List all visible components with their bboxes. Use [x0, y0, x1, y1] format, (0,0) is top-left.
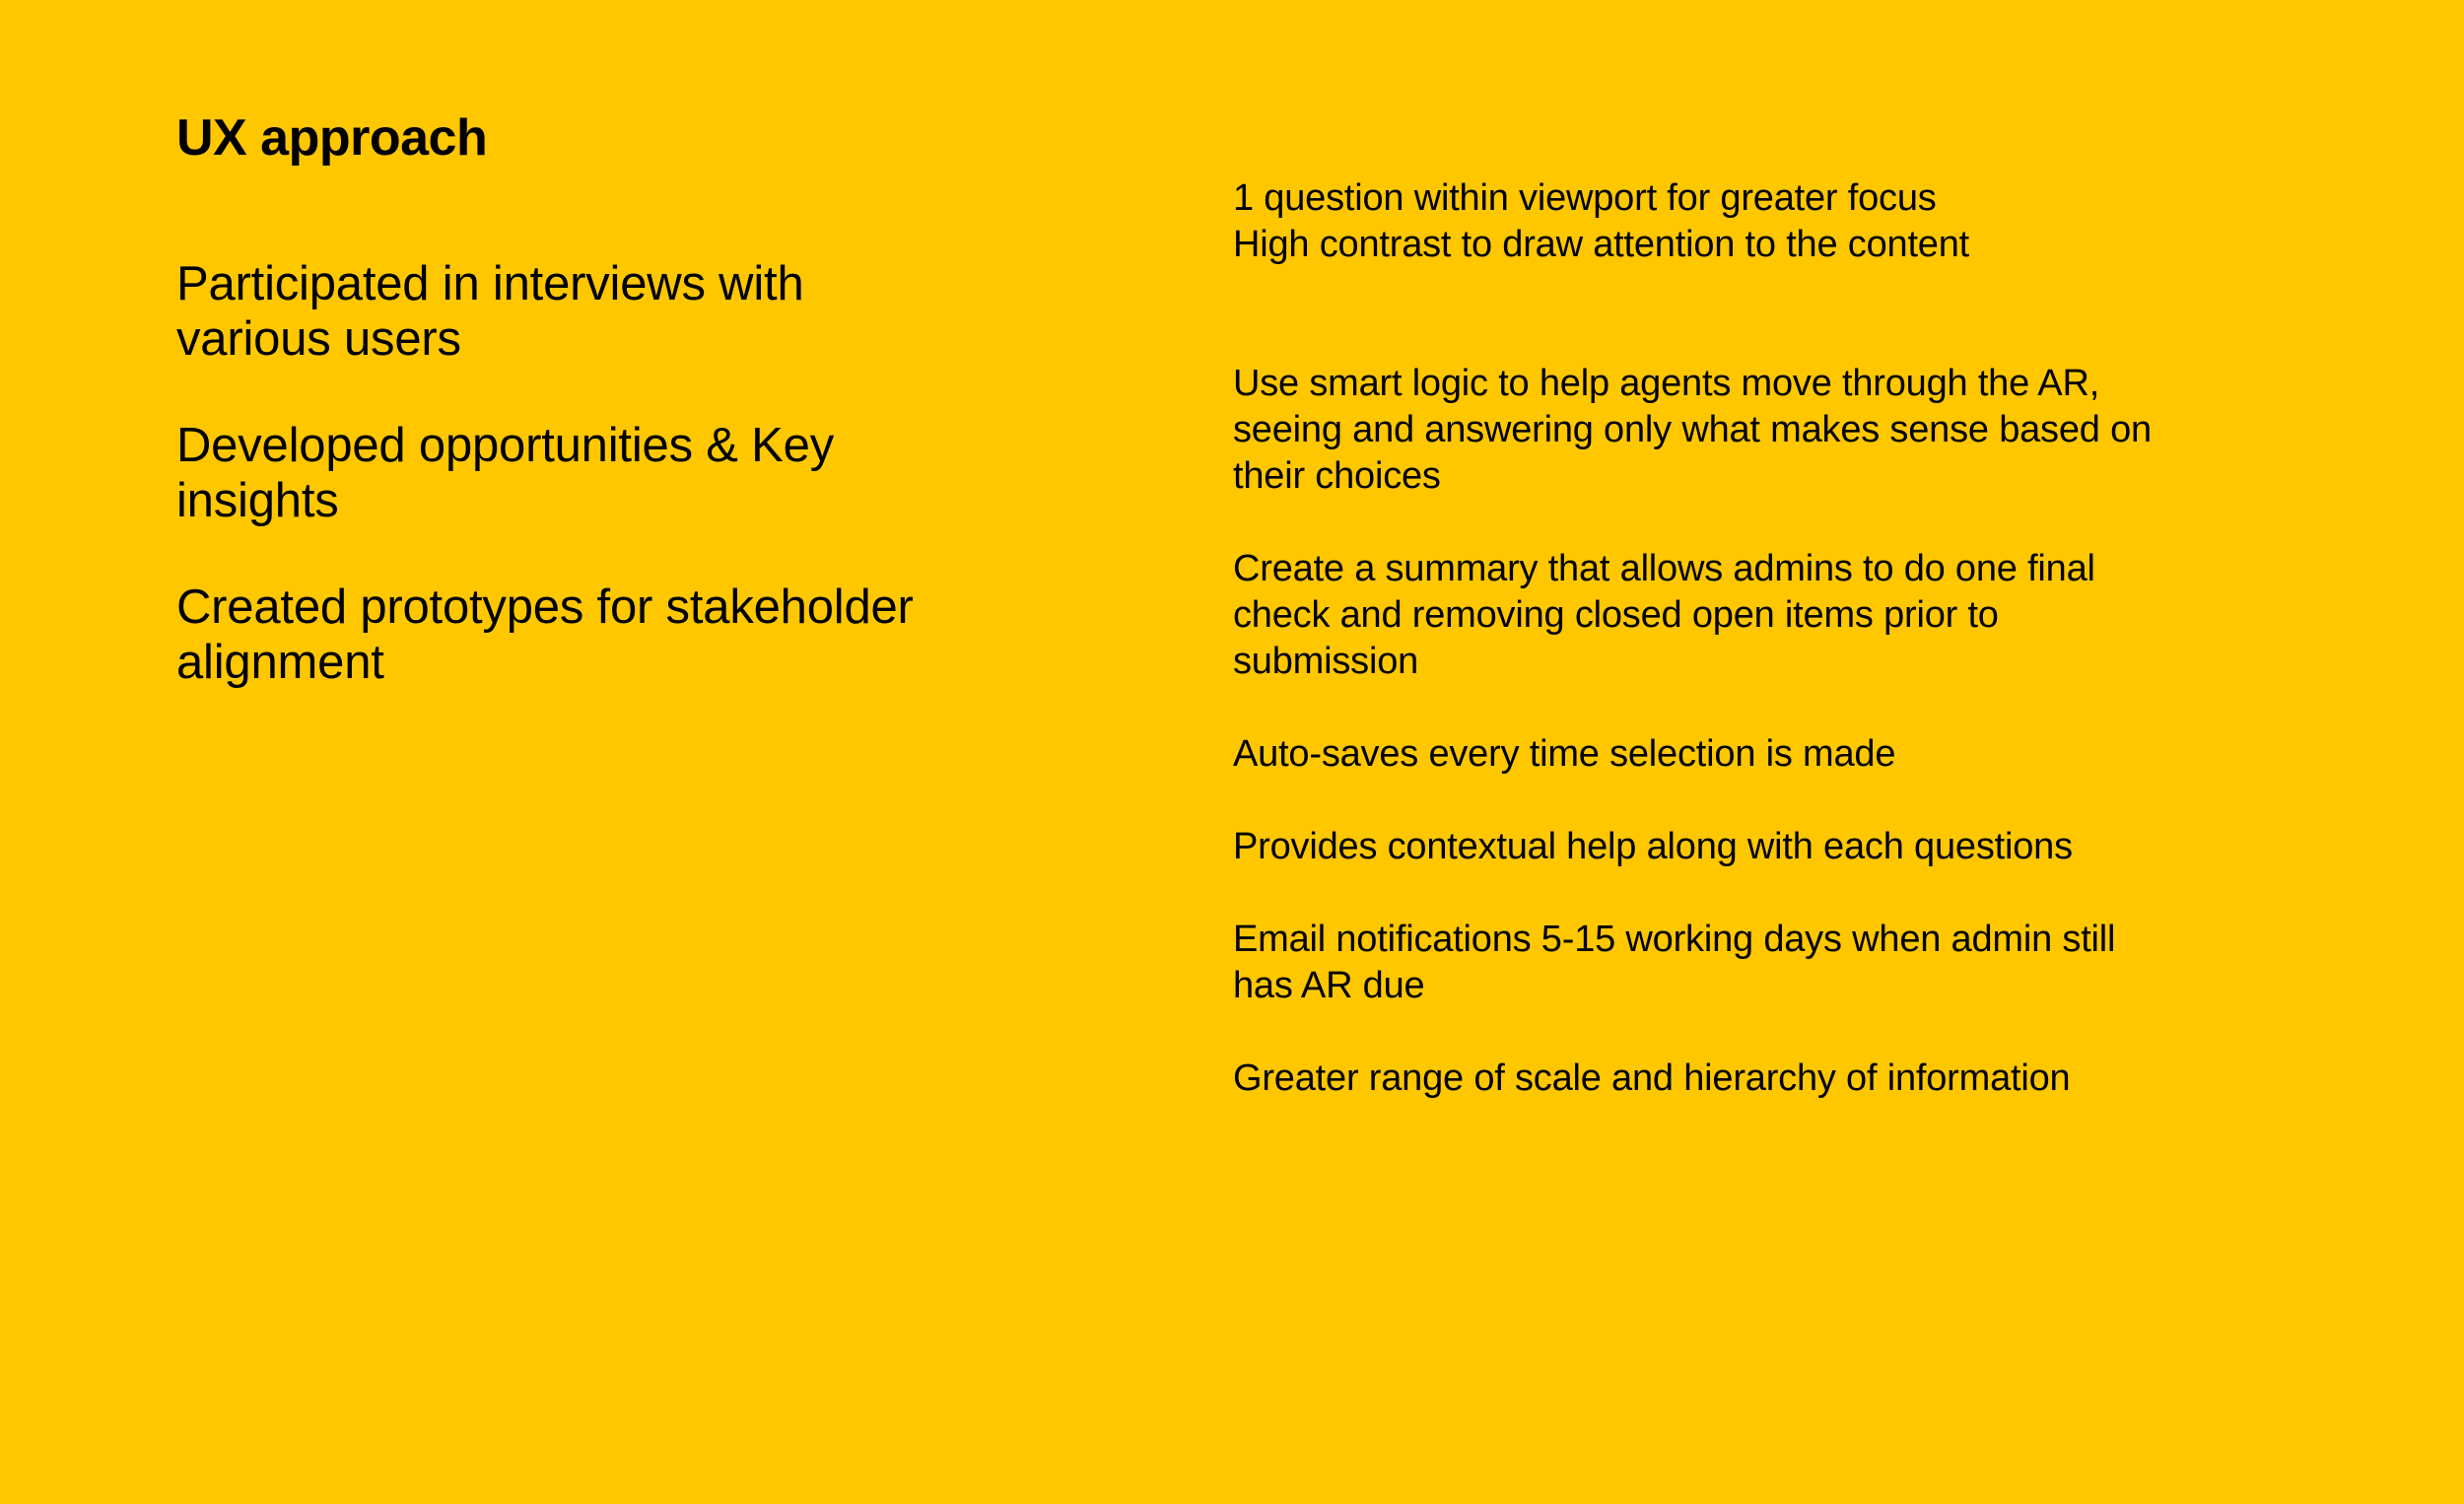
feature-scale-hierarchy: Greater range of scale and hierarchy of information — [1233, 1058, 2071, 1099]
approach-item-insights: Developed opportunities & Key insights — [176, 419, 835, 527]
intro-points — [1233, 175, 2179, 268]
approach-item-prototypes: Created prototypes for stakeholder alignment — [176, 581, 914, 689]
feature-contextual-help: Provides contextual help along with each questions — [1233, 826, 2073, 867]
feature-auto-save: Auto-saves every time selection is made — [1233, 733, 1896, 775]
approach-item-interviews: Participated in interviews with various users — [176, 257, 804, 366]
feature-smart-logic: Use smart logic to help agents move through the AR, seeing and answering only what makes sense based on their choices — [1233, 363, 2152, 497]
intro-point-contrast: High contrast to draw attention to the content — [1233, 224, 1970, 265]
intro-point-focus: 1 question within viewport for greater focus — [1233, 177, 1937, 219]
feature-email-notifications: Email notifications 5-15 working days when admin still has AR due — [1233, 919, 2116, 1006]
right-column — [1233, 175, 2179, 1148]
section-heading: UX approach — [176, 109, 488, 167]
feature-summary: Create a summary that allows admins to do one final check and removing closed open items prior to submission — [1233, 548, 2095, 682]
approach-list — [176, 256, 965, 741]
left-column — [176, 106, 965, 689]
